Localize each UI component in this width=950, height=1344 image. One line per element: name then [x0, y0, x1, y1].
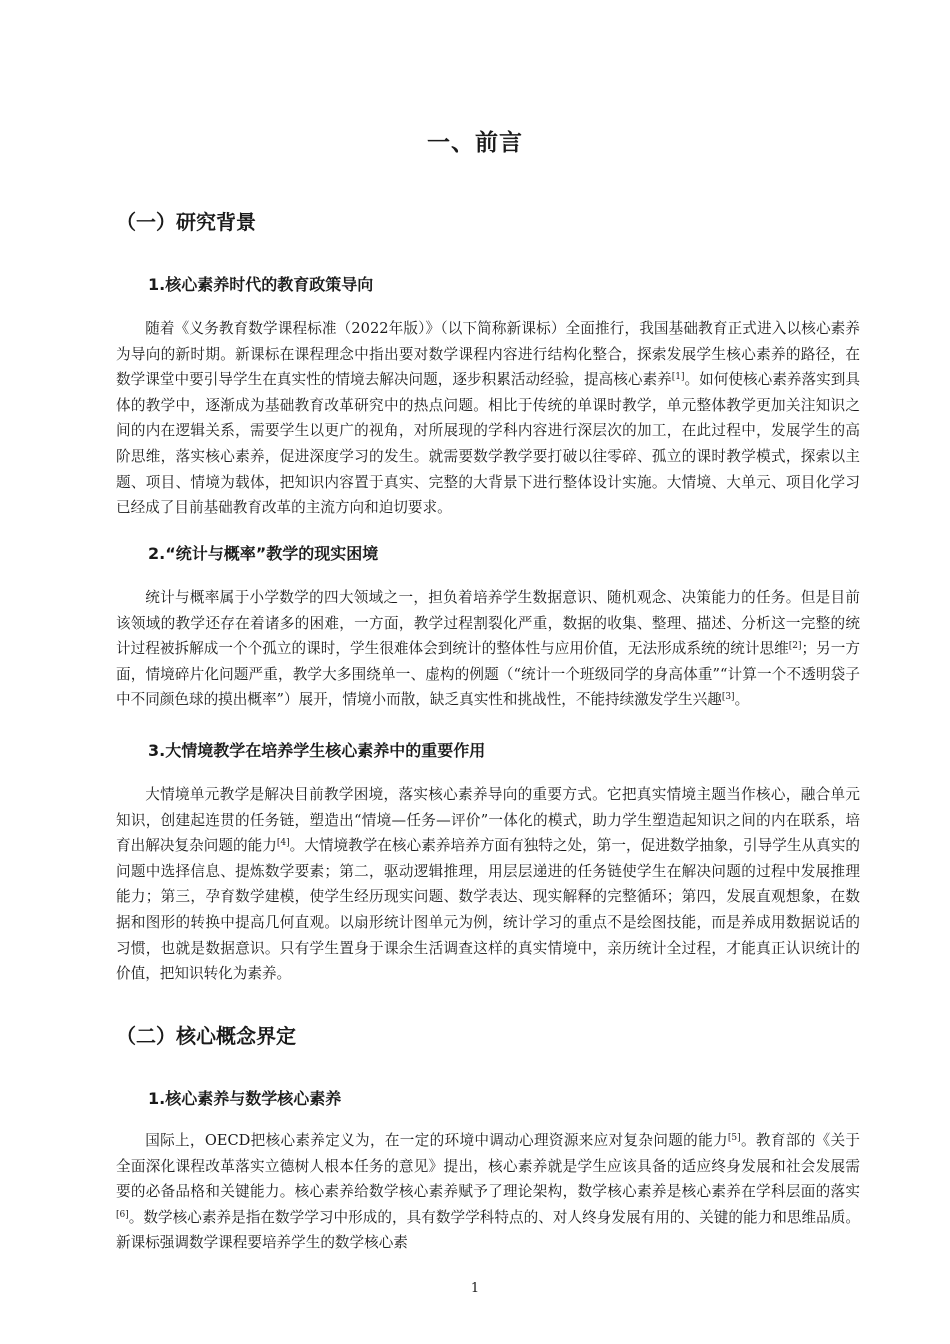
- paragraph-text: 。如何使核心素养落实到具体的教学中，逐渐成为基础教育改革研究中的热点问题。相比于传统的单课时教学，单元整体教学更加关注知识之间的内在逻辑关系，需要学生以更广的视角，对所展现的学科内容进行深层次的加工，在此过程中，发展学生的高阶思维，落实核心素养，促进深度学习的发生。就需要数学教学要打破以往零碎、孤立的课时教学模式，探索以主题、项目、情境为载体，把知识内容置于真实、完整的大背景下进行整体设计实施。大情境、大单元、项目化学习已经成了目前基础教育改革的主流方向和迫切要求。: [116, 371, 860, 517]
- citation-mark: [5]: [727, 1133, 741, 1143]
- subsection-heading-policy: 1.核心素养时代的教育政策导向: [148, 275, 374, 294]
- citation-mark: [3]: [721, 692, 735, 703]
- paragraph-core-literacy: [116, 1128, 860, 1256]
- paragraph-dilemma: [116, 585, 860, 713]
- paragraph-text: 。教育部的《关于全面深化课程改革落实立德树人根本任务的意见》提出，核心素养就是学生应该具备的适应终身发展和社会发展需要的必备品格和关键能力。核心素养给数学核心素养赋予了理论架构，数学核心素养是核心素养在学科层面的落实: [116, 1132, 860, 1201]
- citation-mark: [1]: [671, 372, 685, 383]
- subsection-heading-context-teaching: 3.大情境教学在培养学生核心素养中的重要作用: [148, 741, 486, 760]
- citation-mark: [4]: [276, 838, 290, 849]
- paragraph-text: 。: [734, 691, 750, 709]
- paragraph-text: 。数学核心素养是指在数学学习中形成的，具有数学学科特点的、对人终身发展有用的、关键的能力和思维品质。新课标强调数学课程要培养学生的数学核心素: [116, 1208, 860, 1252]
- paragraph-policy: [116, 316, 860, 521]
- paragraph-text: 随着《义务教育数学课程标准（2022年版）》（以下简称新课标）全面推行，我国基础教育正式进入以核心素养为导向的新时期。新课标在课程理念中指出要对数学课程内容进行结构化整合，探索发展学生核心素养的路径，在数学课堂中要引导学生在真实性的情境去解决问题，逐步积累活动经验，提高核心素养: [116, 320, 860, 389]
- paragraph-text: 。大情境教学在核心素养培养方面有独特之处，第一，促进数学抽象，引导学生从真实的问题中选择信息、提炼数学要素；第二，驱动逻辑推理，用层层递进的任务链使学生在解决问题的过程中发展推理能力；第三，孕育数学建模，使学生经历现实问题、数学表达、现实解释的完整循环；第四，发展直观想象，在数据和图形的转换中提高几何直观。以扇形统计图单元为例，统计学习的重点不是绘图技能，而是养成用数据说话的习惯，也就是数据意识。只有学生置身于课余生活调查这样的真实情境中，亲历统计全过程，才能真正认识统计的价值，把知识转化为素养。: [116, 837, 860, 983]
- chapter-title: 一、前言: [427, 130, 523, 156]
- paragraph-context-teaching: [116, 782, 860, 987]
- citation-mark: [2]: [788, 641, 802, 652]
- paragraph-text: 大情境单元教学是解决目前教学困境，落实核心素养导向的重要方式。它把真实情境主题当作核心，融合单元知识，创建起连贯的任务链，塑造出“情境—任务—评价”一体化的模式，助力学生塑造起知识之间的内在联系，培育出解决复杂问题的能力: [116, 786, 860, 855]
- section-heading-concepts: （二）核心概念界定: [116, 1024, 296, 1048]
- section-heading-background: （一）研究背景: [116, 210, 256, 234]
- paragraph-text: 统计与概率属于小学数学的四大领域之一，担负着培养学生数据意识、随机观念、决策能力的任务。但是目前该领域的教学还存在着诸多的困难，一方面，教学过程割裂化严重，数据的收集、整理、描述、分析这一完整的统计过程被拆解成一个个孤立的课时，学生很难体会到统计的整体性与应用价值，无法形成系统的统计思维: [116, 589, 860, 658]
- page-number: 1: [470, 1281, 480, 1296]
- citation-mark: [6]: [116, 1209, 129, 1220]
- paragraph-text: 国际上，OECD把核心素养定义为，在一定的环境中调动心理资源来应对复杂问题的能力: [145, 1132, 728, 1149]
- subsection-heading-dilemma: 2.“统计与概率”教学的现实困境: [148, 544, 379, 563]
- paragraph-text: ；另一方面，情境碎片化问题严重，教学大多围绕单一、虚构的例题（“统计一个班级同学的身高体重”“计算一个不透明袋子中不同颜色球的摸出概率”）展开，情境小而散，缺乏真实性和挑战性，不能持续激发学生兴趣: [116, 640, 860, 709]
- subsection-heading-core-literacy: 1.核心素养与数学核心素养: [148, 1089, 342, 1108]
